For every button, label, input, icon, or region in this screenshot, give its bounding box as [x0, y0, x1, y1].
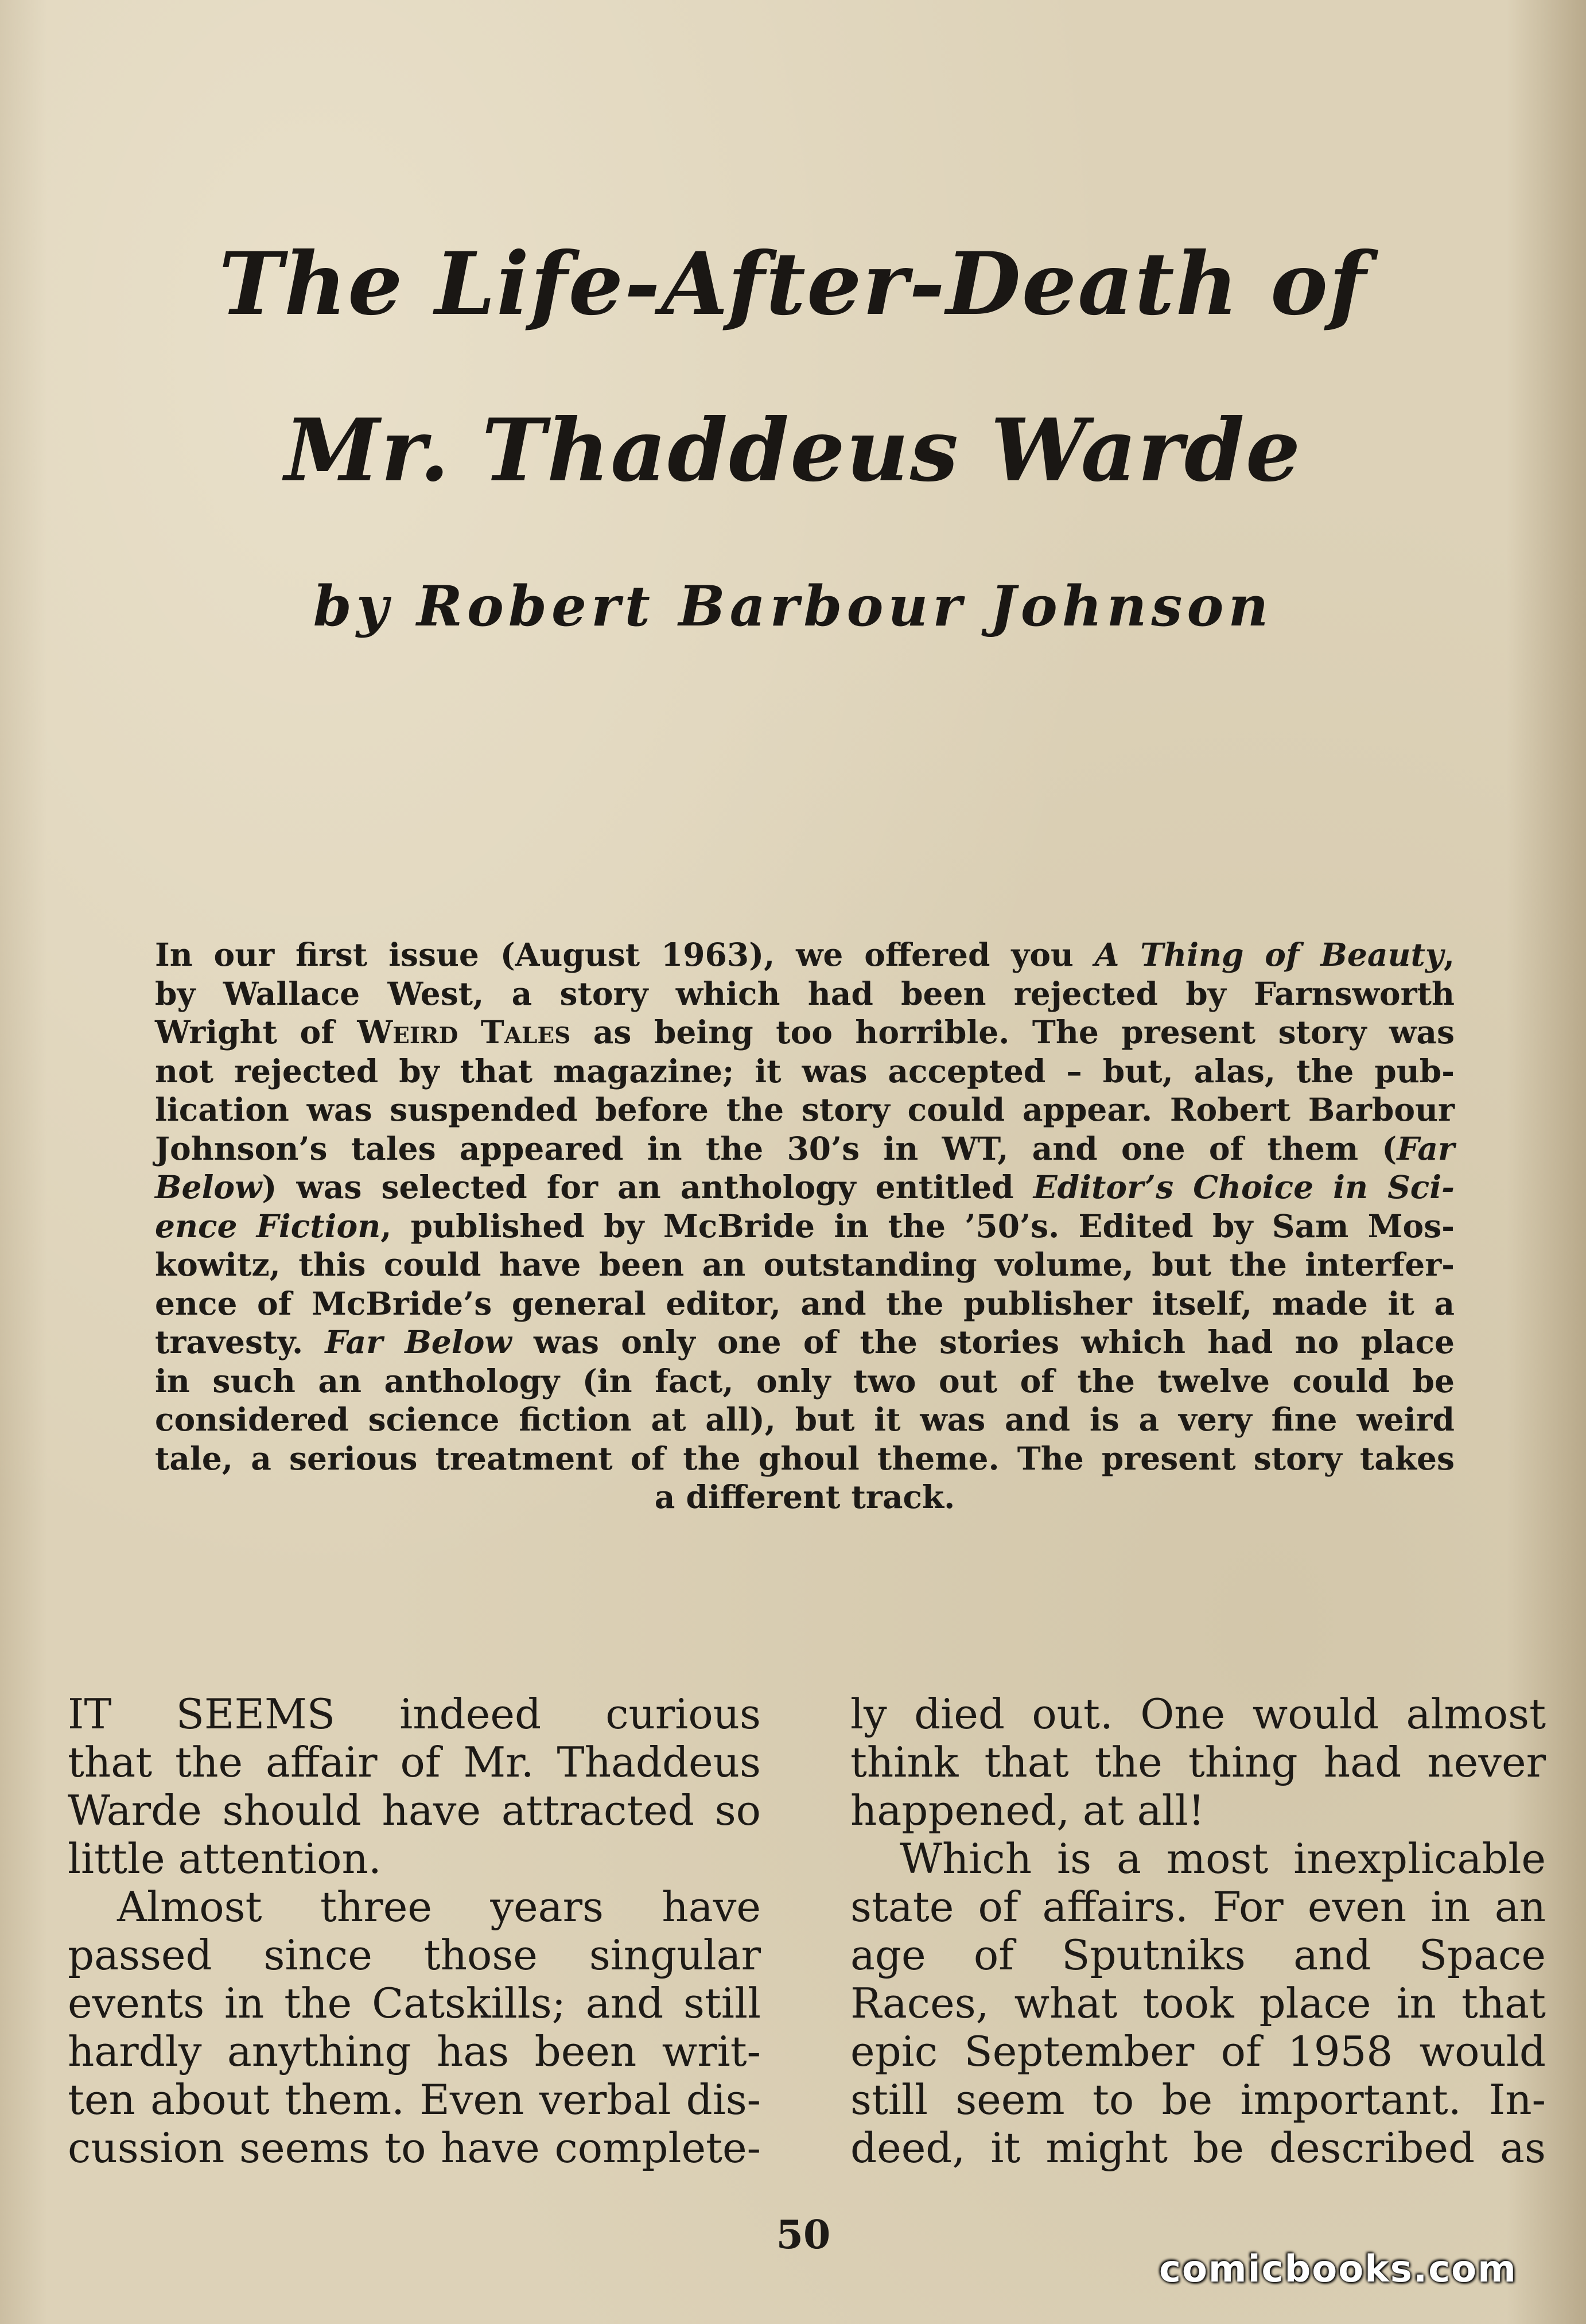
body-line: events in the Catskills; and still — [68, 1979, 761, 2027]
body-line: ten about them. Even verbal dis- — [68, 2076, 761, 2124]
body-line: passed since those singular — [68, 1931, 761, 1979]
body-line: age of Sputniks and Space — [850, 1931, 1546, 1979]
intro-line: considered science fiction at all), but it was and is a very fine weird — [155, 1401, 1455, 1438]
intro-line: In our first issue (August 1963), we offered you A Thing of Beauty, — [155, 936, 1455, 973]
body-line: ly died out. One would almost — [850, 1690, 1546, 1738]
editorial-intro — [155, 935, 1455, 1517]
body-line: little attention. — [68, 1835, 382, 1883]
intro-line: kowitz, this could have been an outstanding volume, but the interfer- — [155, 1246, 1455, 1283]
body-line: Which is a most inexplicable — [900, 1835, 1546, 1883]
body-line: still seem to be important. In- — [850, 2076, 1546, 2124]
intro-line: ence of McBride’s general editor, and the publisher itself, made it a — [155, 1284, 1455, 1322]
title-line-1: The Life-After-Death of — [219, 234, 1367, 335]
story-column-left — [68, 1690, 761, 2172]
body-line: Almost three years have — [117, 1883, 761, 1931]
intro-line-last: a different track. — [654, 1478, 955, 1515]
intro-line: Wright of Weird Tales as being too horrible. The present story was — [155, 1013, 1455, 1051]
intro-line: travesty. Far Below was only one of the stories which had no place — [155, 1323, 1455, 1361]
intro-line: Johnson’s tales appeared in the 30’s in WT, and one of them (Far — [155, 1129, 1455, 1167]
intro-line: in such an anthology (in fact, only two out of the twelve could be — [155, 1362, 1455, 1400]
story-column-right — [850, 1690, 1546, 2172]
intro-line: tale, a serious treatment of the ghoul theme. The present story takes — [155, 1439, 1455, 1477]
intro-line: Below) was selected for an anthology entitled Editor’s Choice in Sci- — [155, 1168, 1455, 1206]
intro-line: by Wallace West, a story which had been rejected by Farnsworth — [155, 974, 1455, 1012]
body-line: Warde should have attracted so — [68, 1786, 761, 1835]
body-line: that the affair of Mr. Thaddeus — [68, 1738, 761, 1786]
body-line: happened, at all! — [850, 1786, 1205, 1835]
site-watermark: comicbooks.com — [1159, 2248, 1517, 2291]
intro-line: not rejected by that magazine; it was accepted – but, alas, the pub- — [155, 1052, 1455, 1090]
story-byline: by Robert Barbour Johnson — [313, 574, 1273, 639]
intro-line: ence Fiction, published by McBride in the ’50’s. Edited by Sam Mos- — [155, 1207, 1455, 1245]
intro-line: lication was suspended before the story could appear. Robert Barbour — [155, 1091, 1455, 1128]
body-line: Races, what took place in that — [850, 1979, 1546, 2027]
body-line: hardly anything has been writ- — [68, 2027, 761, 2076]
body-line: state of affairs. For even in an — [850, 1883, 1546, 1931]
body-line: think that the thing had never — [850, 1738, 1546, 1786]
body-line: IT SEEMS indeed curious — [68, 1690, 761, 1738]
body-line: epic September of 1958 would — [850, 2027, 1546, 2076]
title-line-2: Mr. Thaddeus Warde — [284, 400, 1302, 501]
body-line: deed, it might be described as — [850, 2124, 1546, 2172]
story-title — [115, 201, 1471, 534]
page-number: 50 — [776, 2212, 831, 2258]
body-line: cussion seems to have complete- — [68, 2124, 761, 2172]
